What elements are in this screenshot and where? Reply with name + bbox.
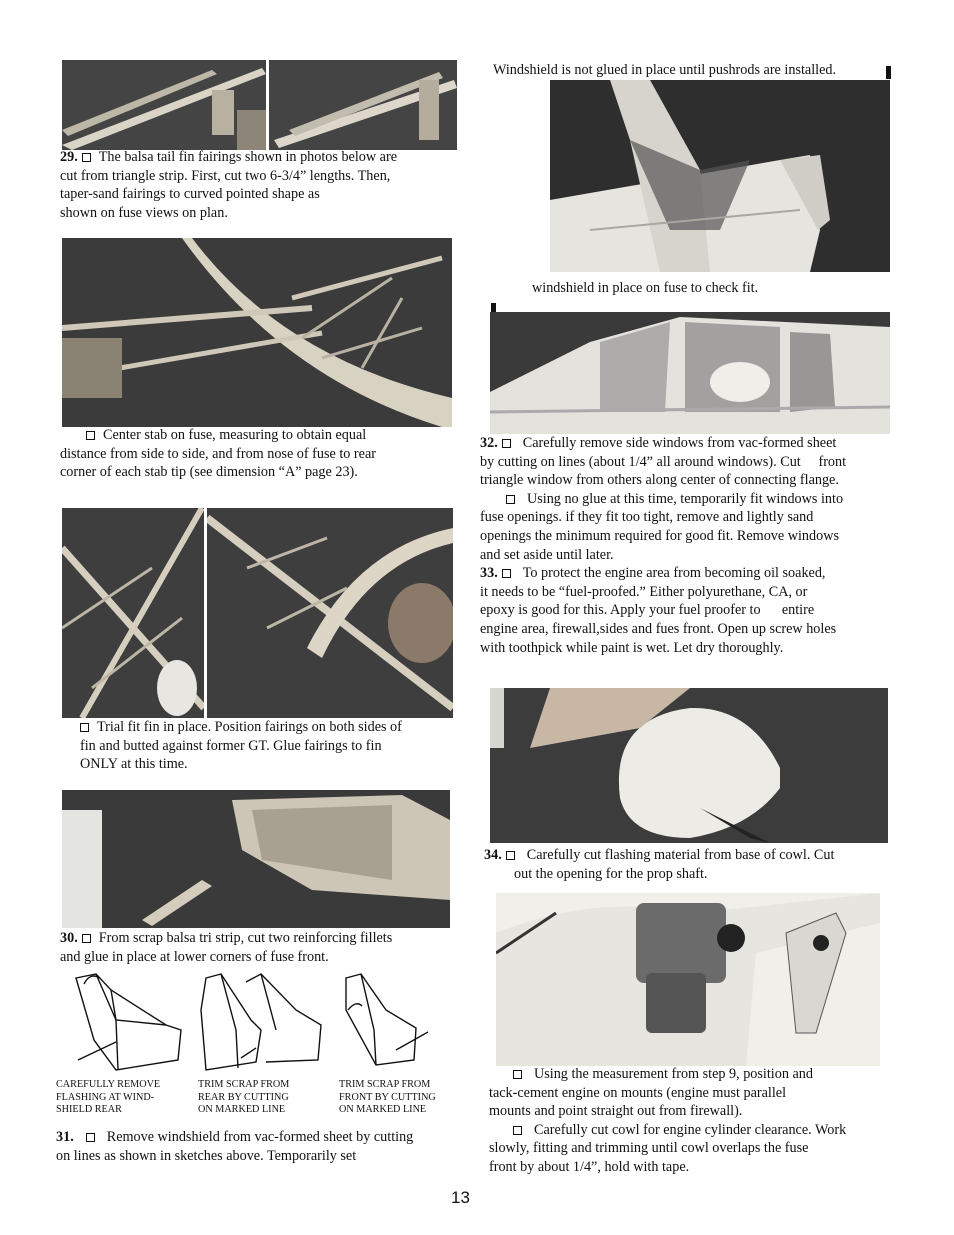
windshield-sketches (56, 970, 456, 1078)
checkbox-icon[interactable] (502, 439, 511, 448)
sketch-caption-1: CAREFULLY REMOVE FLASHING AT WIND- SHIELD REAR (56, 1079, 161, 1116)
engine-cowl-text: Using the measurement from step 9, position and tack-cement engine on mounts (engine must parallel mounts and point straight out from firewall). Carefully cut cowl for engine cylinder clearance. Work slowly, fitting and trimming until cowl overlaps the fuse front by about 1/4”, hold with tape. (489, 1066, 847, 1175)
checkbox-icon[interactable] (86, 1133, 95, 1142)
checkbox-icon[interactable] (513, 1126, 522, 1135)
checkbox-icon[interactable] (513, 1070, 522, 1079)
corner-mark (886, 66, 891, 79)
center-stab-text: Center stab on fuse, measuring to obtain equal distance from side to side, and from nose of fuse to rear corner of each stab tip (see dimension “A” page 23). (60, 427, 376, 481)
step-31-text: 31. Remove windshield from vac-formed sheet by cutting on lines as shown in sketches above. Temporarily set (56, 1129, 414, 1164)
sketch-caption-3: TRIM SCRAP FROM FRONT BY CUTTING ON MARKED LINE (339, 1079, 436, 1116)
photo-fin-left (62, 508, 204, 718)
checkbox-icon[interactable] (506, 851, 515, 860)
step-number: 32. (480, 435, 498, 451)
photo-side-windows (490, 312, 890, 434)
checkbox-icon[interactable] (80, 723, 89, 732)
checkbox-icon[interactable] (506, 495, 515, 504)
page-number: 13 (451, 1188, 470, 1207)
windshield-cont-text: windshield in place on fuse to check fit. (532, 280, 759, 296)
step-34-text: 34. Carefully cut flashing material from base of cowl. Cut out the opening for the prop shaft. (484, 847, 835, 882)
photo-fairings-left (62, 60, 266, 150)
photo-fin-right (207, 508, 453, 718)
step-29-text: 29. The balsa tail fin fairings shown in photos below are cut from triangle strip. First, cut two 6-3/4” lengths. Then, taper-sand fairings to curved pointed shape as shown on fuse views on plan. (60, 149, 397, 221)
photo-cowl (490, 688, 888, 843)
photo-fairings-right (269, 60, 457, 150)
checkbox-icon[interactable] (82, 934, 91, 943)
photo-windshield (550, 80, 890, 272)
step-number: 33. (480, 565, 498, 582)
photo-center-stab (62, 238, 452, 427)
trial-fit-text: Trial fit fin in place. Position fairings on both sides of fin and butted against former GT. Glue fairings to fin ONLY at this time. (80, 719, 402, 773)
step-number: 29. (60, 149, 78, 165)
windshield-note: Windshield is not glued in place until pushrods are installed. (493, 62, 837, 78)
checkbox-icon[interactable] (82, 153, 91, 162)
step-30-text: 30. From scrap balsa tri strip, cut two reinforcing fillets and glue in place at lower corners of fuse front. (60, 930, 393, 965)
step-number: 31. (56, 1129, 74, 1145)
photo-engine (496, 893, 880, 1066)
step-32-text: 32. Carefully remove side windows from vac-formed sheet by cutting on lines (about 1/4” all around windows). Cut front triangle window from others along center of connecting flange. Using no glue at this time, temporarily fit windows into fuse openings. if they fit too tight, remove and lightly sand openings the minimum required for good fit. Remove windows and set aside until later. 33. To protect the engine area from becoming oil soaked, it needs to be “fuel-proofed.” Either polyurethane, CA, or epoxy is good for this. Apply your fuel proofer to entire engine area, firewall,sides and fues front. Open up screw holes with toothpick while paint is wet. Let dry thoroughly. (480, 435, 847, 656)
step-number: 30. (60, 930, 78, 946)
checkbox-icon[interactable] (86, 431, 95, 440)
photo-fillets (62, 790, 450, 928)
step-number: 34. (484, 847, 502, 863)
checkbox-icon[interactable] (502, 569, 511, 578)
sketch-caption-2: TRIM SCRAP FROM REAR BY CUTTING ON MARKED LINE (198, 1079, 290, 1116)
